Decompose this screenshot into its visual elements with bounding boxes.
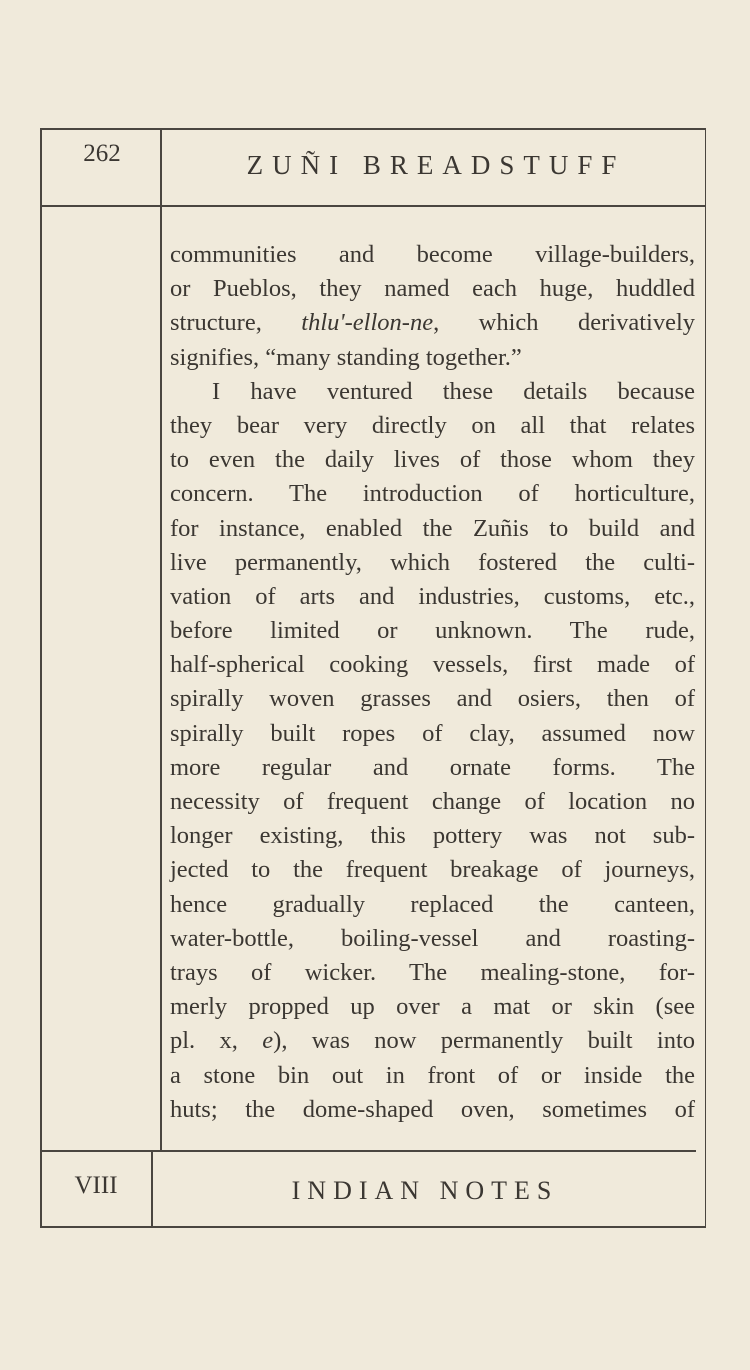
text-line [170,819,695,853]
text-segment: half-spherical cooking vessels, first made of [170,651,695,679]
text-segment: communities and become village-builders, [170,241,695,268]
text-line [170,888,695,922]
text-line [170,956,695,990]
text-line [170,1024,695,1058]
text-line [170,682,695,716]
text-segment: live permanently, which fostered the culti- [170,548,695,576]
text-segment: necessity of frequent change of location no [170,788,695,815]
text-segment: they bear very directly on all that relates [170,411,695,439]
text-line [170,341,695,375]
text-segment: ), was now permanently built into [273,1027,695,1055]
text-segment: a stone bin out in front of or inside the [170,1061,695,1089]
text-segment: jected to the frequent breakage of journeys, [170,856,695,884]
text-line [170,443,695,477]
text-line [170,990,695,1024]
text-segment: vation of arts and industries, customs, etc., [170,582,695,610]
text-segment: water-bottle, boiling-vessel and roasting- [170,924,695,952]
text-line [170,853,695,887]
text-segment: signifies, “many standing together.” [170,343,522,371]
text-segment: spirally built ropes of clay, assumed now [170,719,695,747]
text-segment: spirally woven grasses and osiers, then of [170,685,695,713]
text-segment: to even the daily lives of those whom they [170,446,695,474]
text-segment: pl. x, [170,1027,263,1055]
series-title: INDIAN NOTES [291,1176,559,1205]
text-line [170,648,695,682]
text-line [170,306,695,340]
text-segment: more regular and ornate forms. The [170,753,695,781]
italic-text: e [262,1027,274,1055]
text-line [170,1093,695,1127]
text-line [170,512,695,546]
text-line [170,580,695,614]
margin-rule [160,128,162,1150]
text-segment: trays of wicker. The mealing-stone, for- [170,958,695,986]
text-line [170,477,695,511]
text-segment: or Pueblos, they named each huge, huddled [170,275,695,303]
text-line [170,409,695,443]
text-segment: merly propped up over a mat or skin (see [170,993,695,1021]
text-line [170,1059,695,1093]
text-segment: , which derivatively [433,309,695,337]
text-segment: longer existing, this pottery was not sub- [170,822,695,850]
footer-rule [40,1150,696,1152]
header-rule [40,205,706,207]
volume-number: VIII [74,1172,118,1199]
text-line [170,375,695,409]
italic-text: thlu'-ellon-ne [301,309,434,337]
text-segment: structure, [170,309,302,337]
text-segment: concern. The introduction of horticulture, [170,480,695,508]
text-line [170,614,695,648]
text-segment: hence gradually replaced the canteen, [170,890,695,918]
text-segment: I have ventured these details because [212,377,695,405]
text-line [170,546,695,580]
text-segment: before limited or unknown. The rude, [170,617,695,645]
text-line [170,238,695,272]
text-segment: for instance, enabled the Zuñis to build and [170,514,695,542]
text-line [170,922,695,956]
text-segment: huts; the dome-shaped oven, sometimes of [170,1095,695,1123]
text-line [170,717,695,751]
page-number: 262 [83,140,121,167]
text-line [170,785,695,819]
body-text [170,238,695,1127]
text-line [170,751,695,785]
text-line [170,272,695,306]
footer-divider [151,1150,153,1228]
running-title: ZUÑI BREADSTUFF [246,150,626,180]
